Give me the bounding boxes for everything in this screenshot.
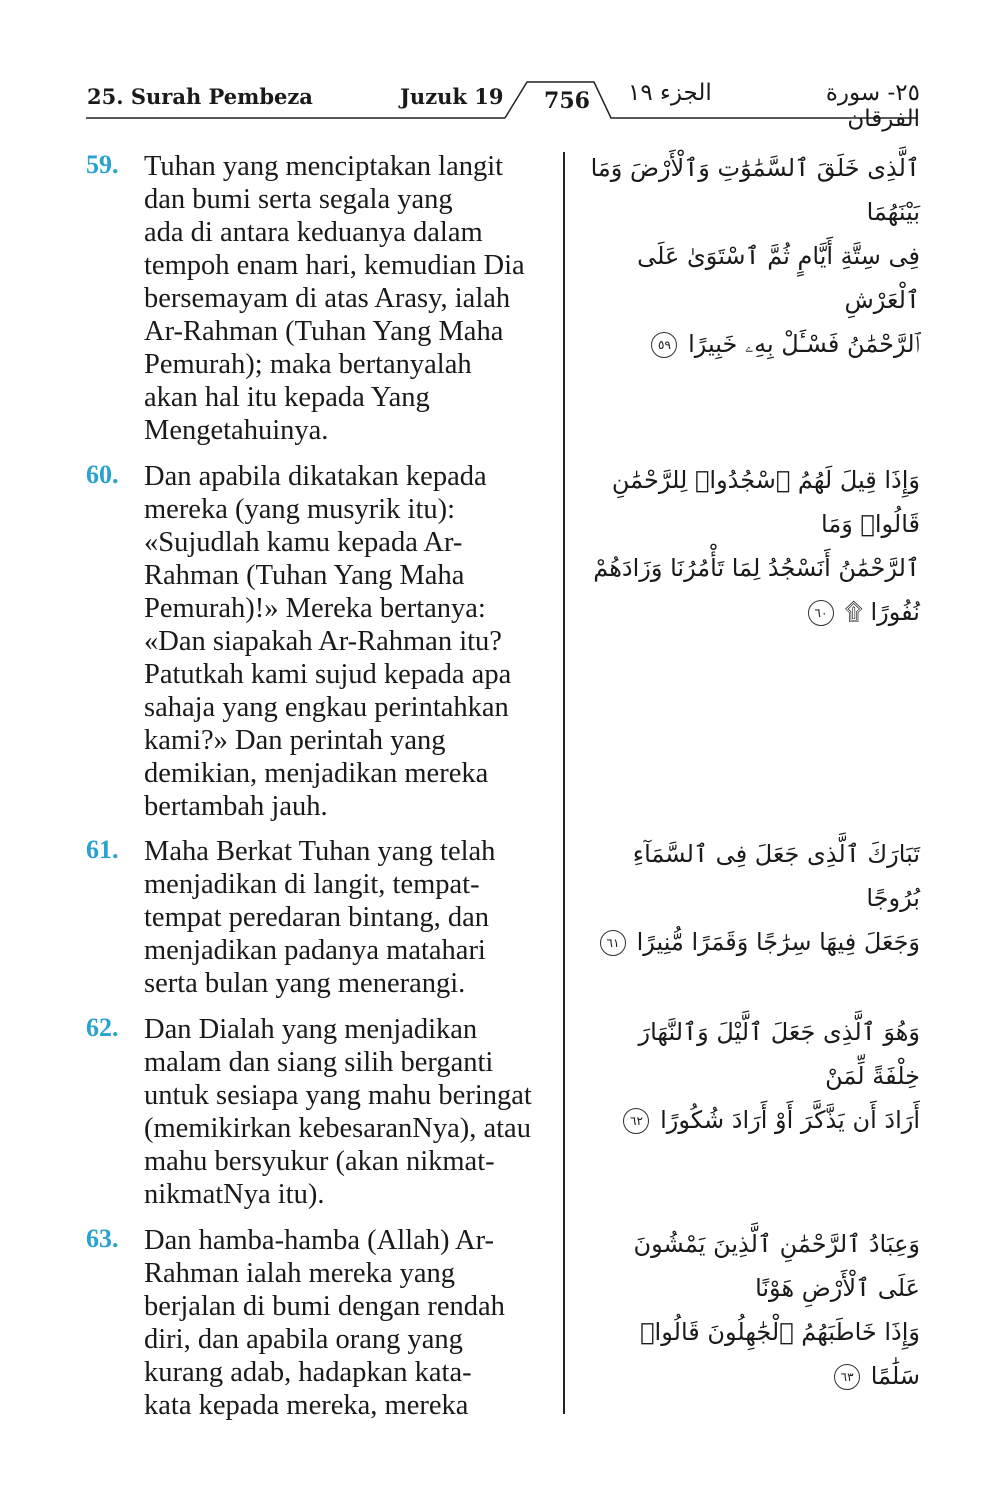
verse-translation-60 (86, 460, 556, 823)
arabic-text: ٱلَّذِى خَلَقَ ٱلسَّمَٰوَٰتِ وَٱلْأَرْضَ وَمَا بَيْنَهُمَا فِى سِتَّةِ أَيَّامٍ ثُمَّ ٱسْتَوَىٰ عَلَى ٱلْعَرْشِ ٱلرَّحْمَٰنُ فَسْـَٔلْ بِهِۦ خَبِيرًا (590, 154, 920, 358)
verse-arabic-63 (590, 1222, 920, 1398)
page-number: 756 (544, 88, 590, 114)
ayah-end-marker: ٦٣ (834, 1364, 860, 1390)
verse-number: 59. (86, 150, 119, 179)
verse-number: 60. (86, 460, 119, 489)
verse-arabic-60 (590, 458, 920, 634)
arabic-text: تَبَارَكَ ٱلَّذِى جَعَلَ فِى ٱلسَّمَآءِ بُرُوجًا وَجَعَلَ فِيهَا سِرَٰجًا وَقَمَرًا مُّنِيرًا (632, 840, 920, 956)
verse-arabic-62 (590, 1010, 920, 1142)
page-header (0, 0, 1000, 132)
column-divider (563, 152, 565, 1414)
verse-translation-63 (86, 1224, 556, 1422)
ayah-end-marker: ٦٢ (623, 1108, 649, 1134)
surah-arabic-title: ٢٥- سورة الفرقان (825, 80, 920, 132)
verse-number: 61. (86, 835, 119, 864)
arabic-text: وَإِذَا قِيلَ لَهُمُ ٱسْجُدُوا۟ لِلرَّحْمَٰنِ قَالُوا۟ وَمَا ٱلرَّحْمَٰنُ أَنَسْجُدُ لِمَا تَأْمُرُنَا وَزَادَهُمْ نُفُورًا ۩ (593, 466, 920, 626)
verse-translation-61 (86, 835, 556, 1000)
verse-text: Dan hamba-hamba (Allah) Ar- Rahman ialah mereka yang berjalan di bumi dengan rendah diri, dan apabila orang yang kurang adab, hadapkan kata- kata kepada mereka, mereka (144, 1225, 505, 1421)
verse-arabic-61 (590, 832, 920, 964)
verse-arabic-59 (590, 146, 920, 366)
arabic-text: وَهُوَ ٱلَّذِى جَعَلَ ٱلَّيْلَ وَٱلنَّهَارَ خِلْفَةً لِّمَنْ أَرَادَ أَن يَذَّكَّرَ أَوْ أَرَادَ شُكُورًا (638, 1018, 920, 1134)
arabic-text: وَعِبَادُ ٱلرَّحْمَٰنِ ٱلَّذِينَ يَمْشُونَ عَلَى ٱلْأَرْضِ هَوْنًا وَإِذَا خَاطَبَهُمُ ٱلْجَٰهِلُونَ قَالُوا۟ سَلَٰمًا (633, 1230, 920, 1390)
verse-text: Tuhan yang menciptakan langit dan bumi serta segala yang ada di antara keduanya dalam tempoh enam hari, kemudian Dia bersemayam di atas Arasy, ialah Ar-Rahman (Tuhan Yang Maha Pemurah); maka bertanyalah akan hal itu kepada Yang Mengetahuinya. (144, 151, 525, 446)
ayah-end-marker: ٥٩ (651, 332, 677, 358)
verse-text: Maha Berkat Tuhan yang telah menjadikan di langit, tempat- tempat peredaran bintang, dan menjadikan padanya matahari serta bulan yang menerangi. (144, 836, 496, 999)
juzuk-label: Juzuk 19 (400, 84, 504, 109)
ayah-end-marker: ٦٠ (808, 600, 834, 626)
verse-text: Dan Dialah yang menjadikan malam dan siang silih berganti untuk sesiapa yang mahu beringat (memikirkan kebesaranNya), atau mahu bersyukur (akan nikmat- nikmatNya itu). (144, 1014, 532, 1210)
verse-text: Dan apabila dikatakan kepada mereka (yang musyrik itu): «Sujudlah kamu kepada Ar- Rahman (Tuhan Yang Maha Pemurah)!» Mereka bertanya: «Dan siapakah Ar-Rahman itu? Patutkah kami sujud kepada apa sahaja yang engkau perintahkan kami?» Dan perintah yang demikian, menjadikan mereka bertambah jauh. (144, 461, 512, 822)
surah-latin-title: 25. Surah Pembeza (87, 84, 313, 109)
verse-translation-62 (86, 1013, 556, 1211)
ayah-end-marker: ٦١ (600, 930, 626, 956)
verse-translation-59 (86, 150, 556, 447)
verse-number: 62. (86, 1013, 119, 1042)
verse-number: 63. (86, 1224, 119, 1253)
juz-arabic: الجزء ١٩ (628, 80, 712, 106)
